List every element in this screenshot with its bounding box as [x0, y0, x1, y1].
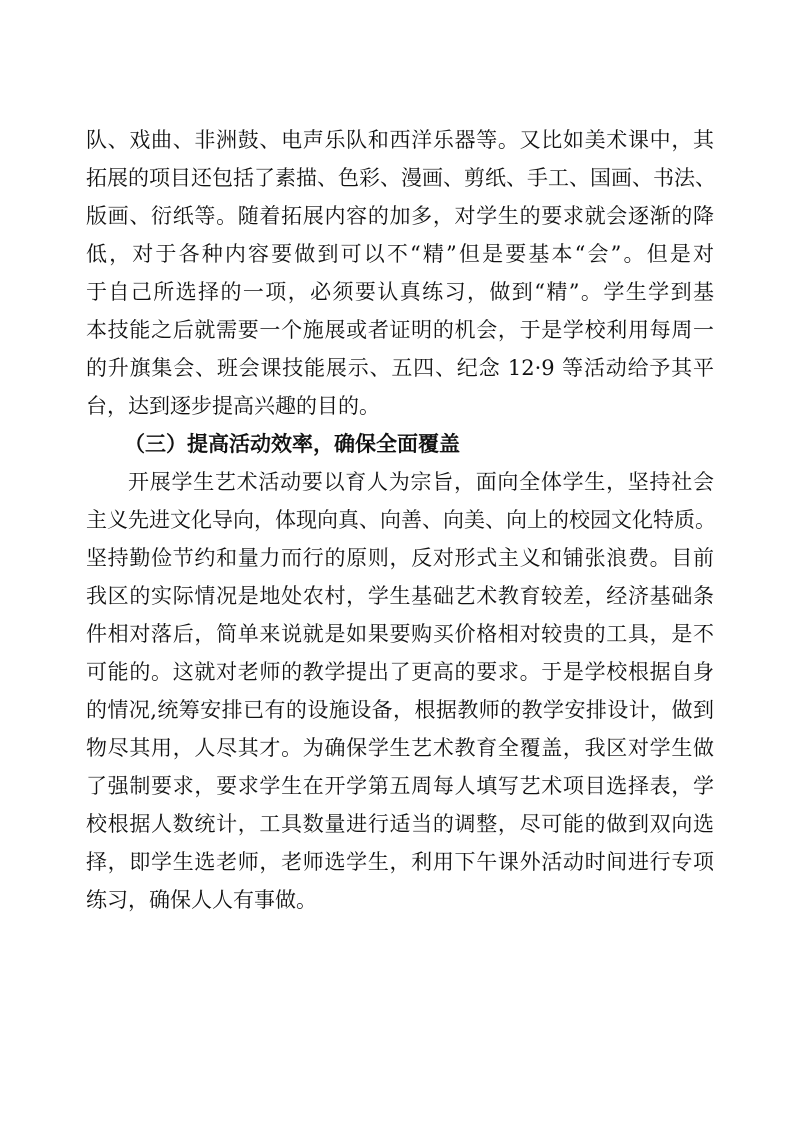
- paragraph-line: 主义先进文化导向，体现向真、向善、向美、向上的校园文化特质。: [86, 508, 716, 532]
- paragraph-line: 练习，确保人人有事做。: [86, 888, 317, 912]
- paragraph-line: 开展学生艺术活动要以育人为宗旨，面向全体学生，坚持社会: [128, 470, 714, 494]
- paragraph-line: 坚持勤俭节约和量力而行的原则，反对形式主义和铺张浪费。目前: [86, 546, 714, 570]
- paragraph-line: 择，即学生选老师，老师选学生，利用下午课外活动时间进行专项: [86, 850, 714, 874]
- paragraph-line: 件相对落后，简单来说就是如果要购买价格相对较贵的工具，是不: [86, 622, 714, 646]
- paragraph-line: 可能的。这就对老师的教学提出了更高的要求。于是学校根据自身: [86, 660, 714, 684]
- paragraph-continuation: [86, 121, 714, 425]
- paragraph-line: 低，对于各种内容要做到可以不“精”但是要基本“会”。但是对: [86, 242, 714, 266]
- paragraph-line: 的升旗集会、班会课技能展示、五四、纪念 12·9 等活动给予其平: [86, 356, 714, 380]
- paragraph-line: 队、戏曲、非洲鼓、电声乐队和西洋乐器等。又比如美术课中，其: [86, 128, 714, 152]
- paragraph-line: 了强制要求，要求学生在开学第五周每人填写艺术项目选择表，学: [86, 774, 714, 798]
- paragraph-line: 校根据人数统计，工具数量进行适当的调整，尽可能的做到双向选: [86, 812, 714, 836]
- paragraph-line: 本技能之后就需要一个施展或者证明的机会，于是学校利用每周一: [86, 318, 714, 342]
- paragraph-line: 物尽其用，人尽其才。为确保学生艺术教育全覆盖，我区对学生做: [86, 736, 714, 760]
- body-text: [86, 121, 714, 919]
- paragraph-line: 的情况,统筹安排已有的设施设备，根据教师的教学安排设计，做到: [86, 698, 714, 722]
- paragraph-line: 我区的实际情况是地处农村，学生基础艺术教育较差，经济基础条: [86, 584, 714, 608]
- paragraph-line: 台，达到逐步提高兴趣的目的。: [86, 394, 380, 418]
- paragraph-line: 于自己所选择的一项，必须要认真练习，做到“精”。学生学到基: [86, 280, 714, 304]
- paragraph-efficiency: [86, 463, 714, 919]
- paragraph-line: 拓展的项目还包括了素描、色彩、漫画、剪纸、手工、国画、书法、: [86, 166, 716, 190]
- section-heading: （三）提高活动效率，确保全面覆盖: [124, 431, 460, 456]
- paragraph-line: 版画、衍纸等。随着拓展内容的加多，对学生的要求就会逐渐的降: [86, 204, 714, 228]
